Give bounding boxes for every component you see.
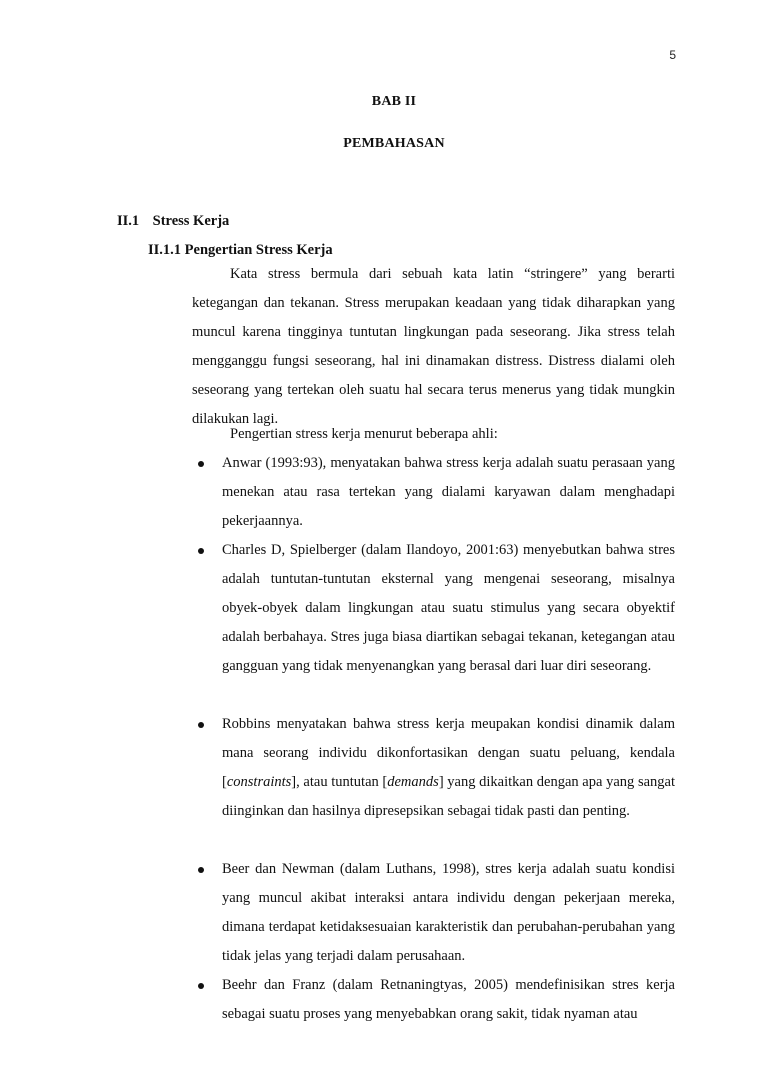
bullet-icon <box>198 867 204 873</box>
section-number: II.1 <box>117 213 140 229</box>
definitions-list <box>192 449 675 1029</box>
robbins-text-c: ] yang dikaitkan dengan apa yang sangat diinginkan dan hasilnya dipresepsikan sebagai tidak pasti dan penting. <box>222 774 675 819</box>
experts-intro-paragraph: Pengertian stress kerja menurut beberapa ahli: <box>230 426 498 442</box>
list-item <box>192 971 675 1029</box>
definition-charles: Charles D, Spielberger (dalam Ilandoyo, 2001:63) menyebutkan bahwa stres adalah tuntutan-tuntutan eksternal yang mengenai seseorang, misalnya obyek-obyek dalam lingkungan atau suatu stimulus yang secara obyektif adalah berbahaya. Stres juga biasa diartikan sebagai tekanan, ketegangan atau gangguan yang tidak menyenangkan yang berasal dari luar diri seseorang. <box>222 542 675 674</box>
list-item <box>192 449 675 536</box>
robbins-demands: demands <box>387 774 439 790</box>
section-title: Stress Kerja <box>152 213 230 229</box>
list-item <box>192 536 675 710</box>
robbins-text-a: Robbins menyatakan bahwa stress kerja meupakan kondisi dinamik dalam mana seorang individu dikonfortasikan dengan suatu peluang, kendala [ <box>222 716 675 790</box>
bullet-icon <box>198 722 204 728</box>
chapter-title: PEMBAHASAN <box>343 136 445 151</box>
definition-beer: Beer dan Newman (dalam Luthans, 1998), stres kerja adalah suatu kondisi yang muncul akibat interaksi antara individu dengan pekerjaan mereka, dimana terdapat ketidaksesuaian karakteristik dan perubahan-perubahan yang tidak jelas yang terjadi dalam perusahaan. <box>222 861 675 964</box>
definition-anwar: Anwar (1993:93), menyatakan bahwa stress kerja adalah suatu perasaan yang menekan atau rasa tertekan yang dialami karyawan dalam menghadapi pekerjaannya. <box>222 455 675 529</box>
section-heading <box>117 213 229 230</box>
definition-robbins <box>222 716 675 819</box>
intro-paragraph: Kata stress bermula dari sebuah kata latin “stringere” yang berarti ketegangan dan tekanan. Stress merupakan keadaan yang tidak diharapkan yang muncul karena tingginya tuntutan lingkungan pada seseorang. Jika stress telah mengganggu fungsi seseorang, hal ini dinamakan distress. Distress dialami oleh seseorang yang tertekan oleh suatu hal secara terus menerus yang tidak mungkin dilakukan lagi. <box>192 266 675 427</box>
page-number: 5 <box>669 48 676 62</box>
bullet-icon <box>198 983 204 989</box>
bullet-icon <box>198 548 204 554</box>
list-item <box>192 710 675 855</box>
robbins-constraints: constraints <box>226 774 292 790</box>
list-item <box>192 855 675 971</box>
chapter-label: BAB II <box>371 94 417 109</box>
subsection-heading: II.1.1 Pengertian Stress Kerja <box>148 242 333 258</box>
robbins-text-b: ], atau tuntutan [ <box>291 774 388 790</box>
bullet-icon <box>198 461 204 467</box>
definition-beehr: Beehr dan Franz (dalam Retnaningtyas, 2005) mendefinisikan stres kerja sebagai suatu proses yang menyebabkan orang sakit, tidak nyaman atau <box>222 977 675 1022</box>
